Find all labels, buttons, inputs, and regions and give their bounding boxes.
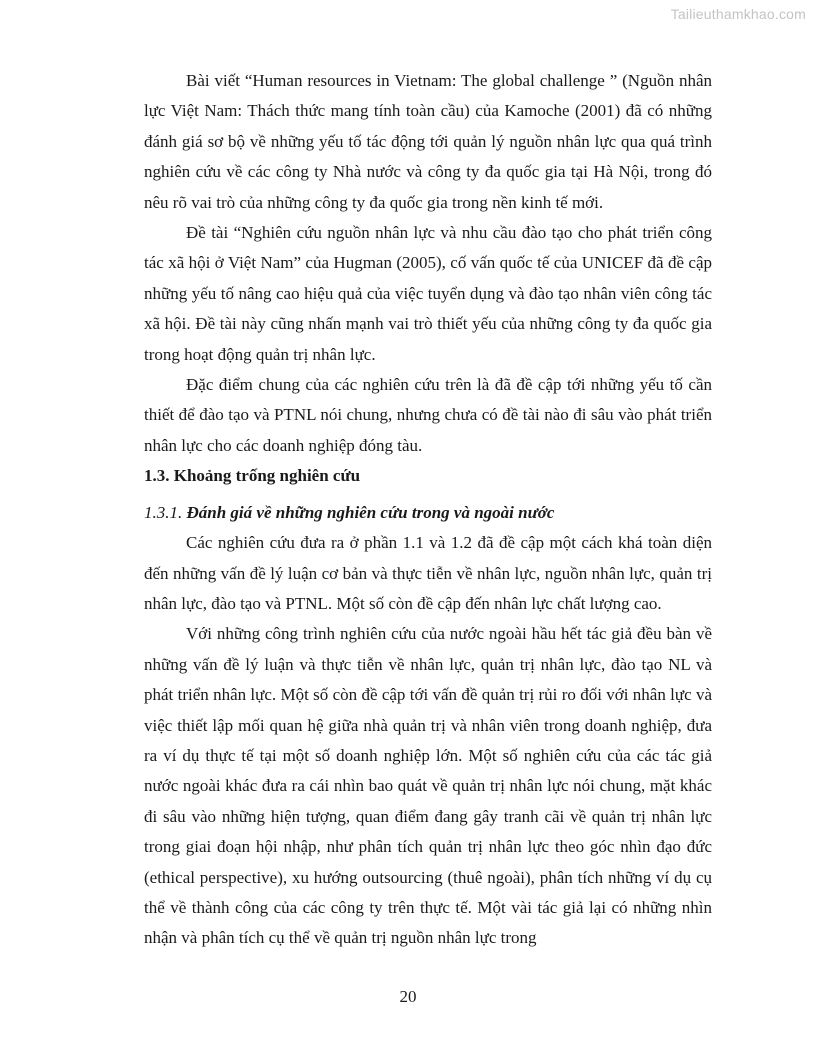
paragraph-overview: Các nghiên cứu đưa ra ở phần 1.1 và 1.2 đã đề cập một cách khá toàn diện đến những vấn đề lý luận cơ bản và thực tiễn về nhân lực, nguồn nhân lực, quản trị nhân lực, đào tạo và PTNL. Một số còn đề cập đến nhân lực chất lượng cao. [144, 533, 712, 613]
subsection-title: Đánh giá về những nghiên cứu trong và ngoài nước [186, 502, 555, 522]
paragraph-kamoche: Bài viết “Human resources in Vietnam: The global challenge ” (Nguồn nhân lực Việt Nam: Thách thức mang tính toàn cầu) của Kamoche (2001) đã có những đánh giá sơ bộ về những yếu tố tác động tới quản lý nguồn nhân lực qua quá trình nghiên cứu về các công ty Nhà nước và công ty đa quốc gia tại Hà Nội, trong đó nêu rõ vai trò của những công ty đa quốc gia trong nền kinh tế mới. [144, 71, 712, 212]
watermark: Tailieuthamkhao.com [670, 6, 806, 22]
section-heading: 1.3. Khoảng trống nghiên cứu [144, 466, 361, 486]
page-number: 20 [399, 987, 417, 1006]
paragraph-foreign-research: Với những công trình nghiên cứu của nước ngoài hầu hết tác giả đều bàn về những vấn đề lý luận và thực tiễn về nhân lực, quản trị nhân lực, đào tạo NL và phát triển nhân lực. Một số còn đề cập tới vấn đề quản trị rủi ro đối với nhân lực và việc thiết lập mối quan hệ giữa nhà quản trị và nhân viên trong doanh nghiệp, đưa ra ví dụ thực tế tại một số doanh nghiệp lớn. Một số nghiên cứu của các tác giả nước ngoài khác đưa ra cái nhìn bao quát về quản trị nhân lực nói chung, mặt khác đi sâu vào những hiện tượng, quan điểm đang gây tranh cãi về quản trị nhân lực trong giai đoạn hội nhập, như phân tích quản trị nhân lực theo góc nhìn đạo đức (ethical perspective), xu hướng outsourcing (thuê ngoài), phân tích những ví dụ cụ thể về thành công của các công ty trên thực tế. Một vài tác giả lại có những nhìn nhận và phân tích cụ thể về quản trị nguồn nhân lực trong [144, 624, 712, 948]
subsection-number: 1.3.1. [144, 502, 183, 522]
paragraph-summary: Đặc điểm chung của các nghiên cứu trên là đã đề cập tới những yếu tố cần thiết để đào tạo và PTNL nói chung, nhưng chưa có đề tài nào đi sâu vào phát triển nhân lực cho các doanh nghiệp đóng tàu. [144, 375, 712, 455]
page-body [144, 66, 712, 954]
subsection-heading [144, 498, 712, 528]
paragraph-hugman: Đề tài “Nghiên cứu nguồn nhân lực và nhu cầu đào tạo cho phát triển công tác xã hội ở Việt Nam” của Hugman (2005), cố vấn quốc tế của UNICEF đã đề cập những yếu tố nâng cao hiệu quả của việc tuyển dụng và đào tạo nhân viên công tác xã hội. Đề tài này cũng nhấn mạnh vai trò thiết yếu của những công ty đa quốc gia trong hoạt động quản trị nhân lực. [144, 223, 712, 364]
